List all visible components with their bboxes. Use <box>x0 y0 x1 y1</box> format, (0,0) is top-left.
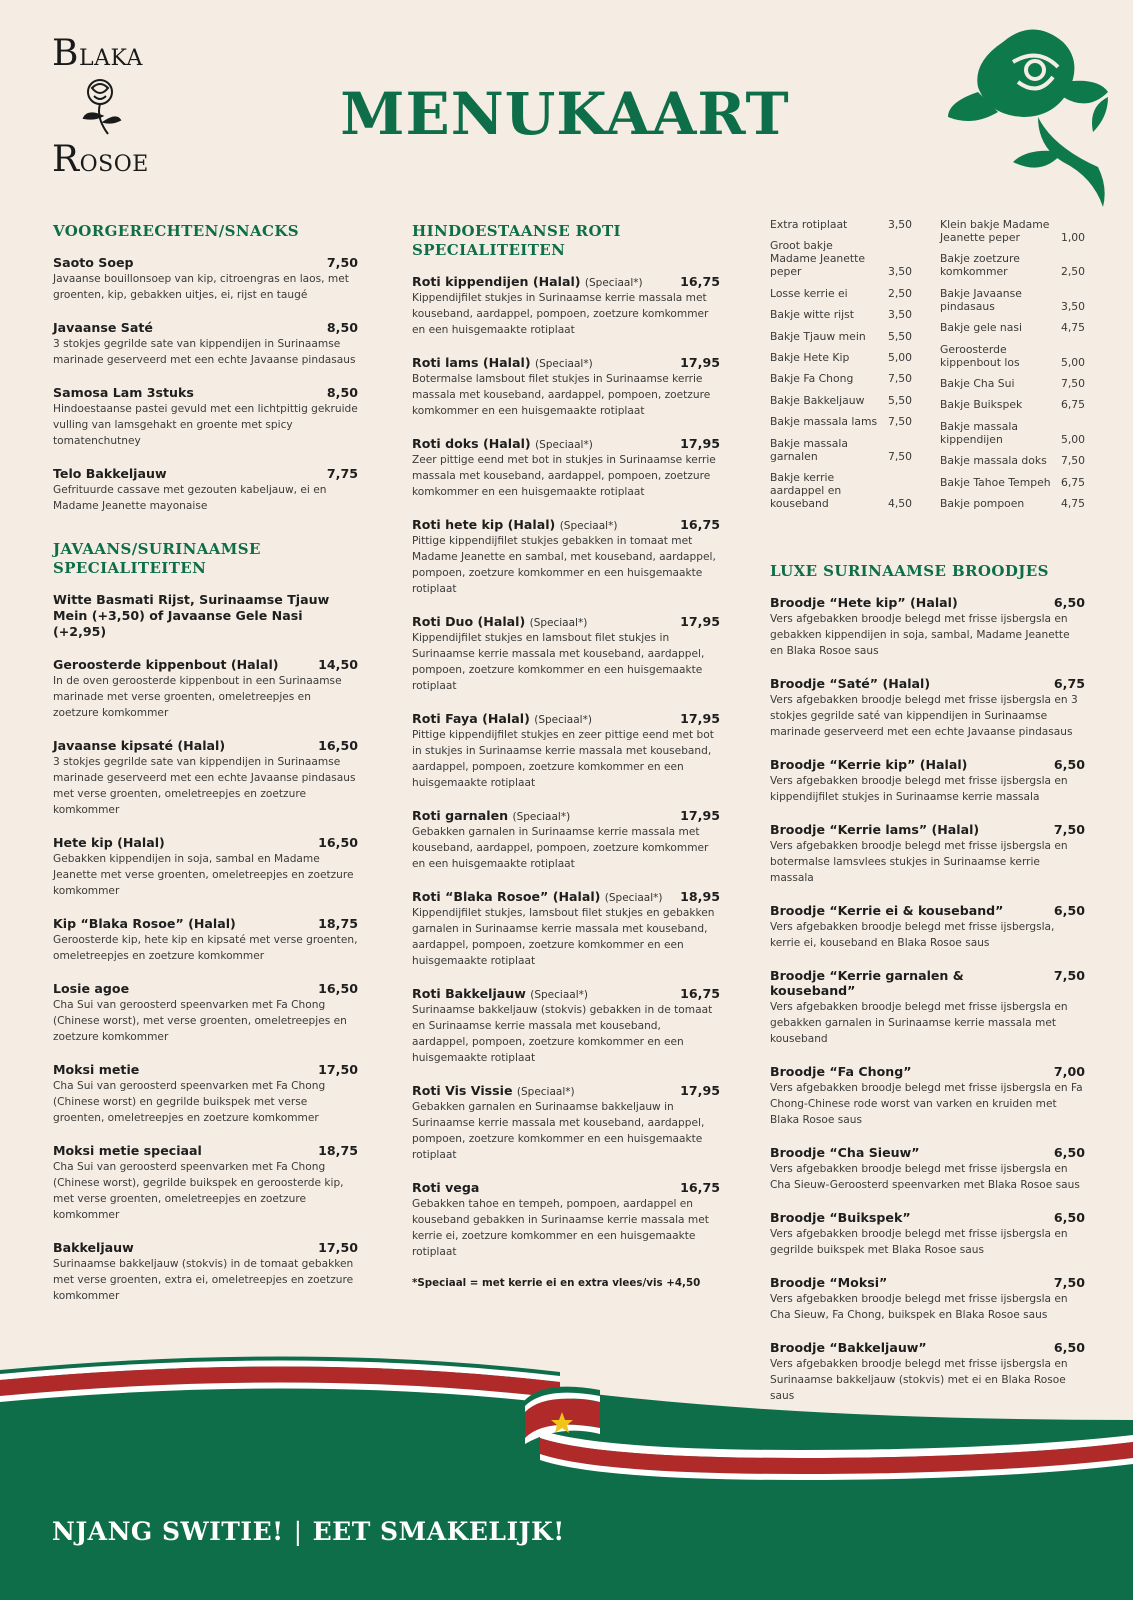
broodjes-list <box>770 595 1085 1404</box>
menu-item <box>770 903 1085 951</box>
menu-item-name: Roti garnalen (Speciaal*) <box>412 808 571 823</box>
menu-item-header <box>53 738 358 753</box>
menu-item-description: Hindoestaanse pastei gevuld met een lichtpittig gekruide vulling van lamsgehakt en groente met spicy tomatenchutney <box>53 403 358 447</box>
column-right <box>770 218 1085 1421</box>
menu-item-header <box>412 355 720 370</box>
menu-item-price: 17,95 <box>680 355 720 370</box>
extra-item <box>940 420 1085 446</box>
menu-item-description: Pittige kippendijfilet stukjes gebakken in tomaat met Madame Jeanette en sambal, met kouseband, aardappel, pompoen, zoetzure komkommer en een huisgemaakte rotiplaat <box>412 535 716 595</box>
menu-item <box>412 1083 720 1163</box>
extras-left <box>770 218 912 518</box>
extra-item-name: Bakje massala lams <box>770 415 878 429</box>
menu-item-header <box>53 1062 358 1077</box>
menu-item <box>53 738 358 818</box>
menu-item-description: Vers afgebakken broodje belegd met frisse ijsbergsla, kerrie ei, kouseband en Blaka Rosoe saus <box>770 921 1055 950</box>
menu-item-price: 16,50 <box>318 835 358 850</box>
extra-item-price: 2,50 <box>887 286 912 300</box>
menu-item-description: Gebakken garnalen en Surinaamse bakkeljauw in Surinaamse kerrie massala met kouseband, aardappel, pompoen, zoetzure komkommer en een huisgemaakte rotiplaat <box>412 1101 705 1161</box>
extra-item-price: 4,75 <box>1060 496 1085 510</box>
extra-item-price: 5,50 <box>887 329 912 343</box>
extra-item-name: Bakje Tahoe Tempeh <box>940 475 1051 489</box>
extra-item <box>770 287 912 300</box>
menu-item-price: 16,50 <box>318 738 358 753</box>
menu-item-description: Vers afgebakken broodje belegd met frisse ijsbergsla en gebakken garnalen in Surinaamse kerrie massala met kouseband <box>770 1001 1068 1046</box>
menu-item-price: 17,95 <box>680 1083 720 1098</box>
javaans-list <box>53 657 358 1304</box>
menu-item-price: 6,75 <box>1053 676 1085 692</box>
menu-item <box>770 676 1085 740</box>
menu-item <box>412 436 720 500</box>
menu-item-header <box>770 1064 1085 1079</box>
menu-item <box>53 255 358 303</box>
menu-item <box>770 757 1085 805</box>
menu-item-header <box>53 981 358 996</box>
extra-item-name: Bakje Cha Sui <box>940 376 1015 390</box>
menu-item-header <box>412 274 720 289</box>
menu-item-price: 6,50 <box>1053 1145 1085 1161</box>
menu-item-header <box>770 903 1085 918</box>
menu-item <box>53 981 358 1045</box>
menu-item <box>412 986 720 1066</box>
menu-item <box>412 355 720 419</box>
menu-item <box>770 1145 1085 1193</box>
menu-item-name: Broodje “Bakkeljauw” <box>770 1340 927 1356</box>
menu-item-name: Broodje “Buikspek” <box>770 1210 911 1226</box>
menu-item <box>770 1210 1085 1258</box>
menu-item-header <box>53 916 358 931</box>
extra-item-price: 7,50 <box>887 449 912 463</box>
menu-item-name: Roti doks (Halal) (Speciaal*) <box>412 436 593 451</box>
extra-item-name: Bakje massala doks <box>940 454 1047 468</box>
extra-item-price: 7,50 <box>887 415 912 429</box>
extra-item <box>940 476 1085 489</box>
extra-item-price: 3,50 <box>887 308 912 322</box>
menu-item-header <box>770 757 1085 772</box>
menu-item-description: Gefrituurde cassave met gezouten kabeljauw, ei en Madame Jeanette mayonaise <box>53 484 327 512</box>
extra-item <box>770 394 912 407</box>
menu-item-header <box>412 1083 720 1098</box>
menu-item-description: Zeer pittige eend met bot in stukjes in Surinaamse kerrie massala met kouseband, aardappel, pompoen, zoetzure komkommer en een huisgemaakte rotiplaat <box>412 454 716 498</box>
menu-item <box>53 1240 358 1304</box>
menu-item <box>412 889 720 969</box>
extra-item <box>770 330 912 343</box>
menu-item-name: Geroosterde kippenbout (Halal) <box>53 657 279 672</box>
slogan-separator: | <box>293 1517 303 1546</box>
menu-item-header <box>412 711 720 726</box>
extra-item <box>940 287 1085 313</box>
extra-item <box>940 377 1085 390</box>
menu-item-price: 8,50 <box>326 385 358 400</box>
extra-item-name: Bakje Buikspek <box>940 398 1023 412</box>
extra-item <box>770 415 912 428</box>
menu-item-description: Gebakken garnalen in Surinaamse kerrie massala met kouseband, aardappel, pompoen, zoetzure komkommer en een huisgemaakte rotiplaat <box>412 826 709 870</box>
menu-item-header <box>53 835 358 850</box>
menu-item-header <box>53 1143 358 1158</box>
menu-item-description: Vers afgebakken broodje belegd met frisse ijsbergsla en Cha Sieuw, Fa Chong, buikspek en Blaka Rosoe saus <box>770 1293 1068 1322</box>
menu-item-name: Roti Bakkeljauw (Speciaal*) <box>412 986 588 1001</box>
menu-item <box>770 822 1085 886</box>
menu-item-description: Vers afgebakken broodje belegd met frisse ijsbergsla en Surinaamse bakkeljauw (stokvis) met ei en Blaka Rosoe saus <box>770 1358 1068 1403</box>
menu-item <box>770 595 1085 659</box>
menu-item-description: Cha Sui van geroosterd speenvarken met Fa Chong (Chinese worst) en gegrilde buikspek met verse groenten, omeletreepjes en zoetzure komkommer <box>53 1080 326 1124</box>
menu-item-description: Vers afgebakken broodje belegd met frisse ijsbergsla en Cha Sieuw-Geroosterd speenvarken met Blaka Rosoe saus <box>770 1163 1080 1192</box>
menu-item-name: Roti Vis Vissie (Speciaal*) <box>412 1083 575 1098</box>
flag-ribbon-band <box>0 1350 1133 1600</box>
menu-item-price: 16,50 <box>318 981 358 996</box>
extra-item-name: Bakje zoetzure komkommer <box>940 252 1020 279</box>
extra-item-price: 4,50 <box>887 496 912 510</box>
menu-item <box>53 916 358 964</box>
extra-item <box>940 252 1085 278</box>
menu-item-description: 3 stokjes gegrilde sate van kippendijen in Surinaamse marinade geserveerd met een echte Javaanse pindasaus <box>53 338 356 366</box>
menu-item-name: Broodje “Kerrie ei & kouseband” <box>770 903 1004 919</box>
menu-item-description: Geroosterde kip, hete kip en kipsaté met verse groenten, omeletreepjes en zoetzure komkommer <box>53 934 358 962</box>
extra-item-price: 5,00 <box>1060 432 1085 446</box>
rose-icon <box>78 76 124 138</box>
menu-item-name: Roti vega <box>412 1180 480 1195</box>
menu-item-tag: (Speciaal*) <box>530 989 588 1001</box>
menu-item-description: Surinaamse bakkeljauw (stokvis) gebakken in de tomaat en Surinaamse kerrie massala met kouseband, aardappel, pompoen, zoetzure komkommer en een huisgemaakte rotiplaat <box>412 1004 713 1064</box>
menu-item-name: Kip “Blaka Rosoe” (Halal) <box>53 916 236 931</box>
menu-item-price: 16,75 <box>680 517 720 532</box>
menu-item-name: Saoto Soep <box>53 255 134 270</box>
menu-item-header <box>412 436 720 451</box>
extra-item-price: 3,50 <box>1060 299 1085 313</box>
extra-item-price: 3,50 <box>887 265 912 279</box>
menu-item-name: Hete kip (Halal) <box>53 835 165 850</box>
menu-item-price: 14,50 <box>318 657 358 672</box>
extra-item-name: Bakje Fa Chong <box>770 372 854 386</box>
menu-item-header <box>412 1180 720 1195</box>
menu-item-price: 17,95 <box>680 436 720 451</box>
menu-item <box>53 1062 358 1126</box>
menu-item-name: Javaanse Saté <box>53 320 153 335</box>
extra-item <box>770 239 912 278</box>
roti-list <box>412 274 720 1260</box>
menu-item-description: Surinaamse bakkeljauw (stokvis) in de tomaat gebakken met verse groenten, extra ei, omeletreepjes en zoetzure komkommer <box>53 1258 354 1302</box>
menu-item-description: Vers afgebakken broodje belegd met frisse ijsbergsla en botermalse lamsvlees stukjes in Surinaamse kerrie massala <box>770 840 1068 885</box>
rose-decoration-icon <box>943 22 1113 212</box>
menu-item-tag: (Speciaal*) <box>559 520 618 532</box>
menu-item-description: Javaanse bouillonsoep van kip, citroengras en laos, met groenten, kip, gebakken uitjes, ei, rijst en taugé <box>53 273 349 301</box>
menu-item-header <box>412 517 720 532</box>
extra-item-name: Bakje Bakkeljauw <box>770 393 865 407</box>
extra-item-price: 3,50 <box>887 218 912 231</box>
menu-item-name: Samosa Lam 3stuks <box>53 385 194 400</box>
menu-item-name: Roti “Blaka Rosoe” (Halal) (Speciaal*) <box>412 889 663 904</box>
menu-item-price: 7,50 <box>326 255 358 270</box>
menu-item-tag: (Speciaal*) <box>529 617 588 629</box>
voorgerechten-list <box>53 255 358 514</box>
restaurant-logo <box>52 33 162 180</box>
menu-item-tag: (Speciaal*) <box>604 892 663 904</box>
extra-item <box>770 372 912 385</box>
menu-item-description: 3 stokjes gegrilde sate van kippendijen in Surinaamse marinade geserveerd met een echte Javaanse pindasaus met verse groenten, omeletreepjes en zoetzure komkommer <box>53 756 356 816</box>
menu-item-name: Moksi metie speciaal <box>53 1143 202 1158</box>
extra-item <box>770 437 912 463</box>
menu-item-tag: (Speciaal*) <box>512 811 571 823</box>
menu-item-description: Pittige kippendijfilet stukjes en zeer pittige eend met bot in stukjes in Surinaamse kerrie massala met kouseband, aardappel, pompoen, zoetzure komkommer en een huisgemaakte rotiplaat <box>412 729 714 789</box>
menu-item-name: Broodje “Moksi” <box>770 1275 888 1291</box>
section-title-broodjes: LUXE SURINAAMSE BROODJES <box>770 562 1049 581</box>
menu-item <box>53 835 358 899</box>
menu-item-price: 6,50 <box>1053 757 1085 773</box>
menu-item-price: 17,50 <box>318 1062 358 1077</box>
menu-item-name: Roti Faya (Halal) (Speciaal*) <box>412 711 592 726</box>
extra-item-name: Bakje witte rijst <box>770 308 855 322</box>
menu-item-header <box>412 614 720 629</box>
extra-item-name: Bakje Tjauw mein <box>770 329 866 343</box>
menu-item-price: 17,95 <box>680 614 720 629</box>
menu-item-description: Vers afgebakken broodje belegd met frisse ijsbergsla en 3 stokjes gegrilde saté van kippendijen in Surinaamse marinade geserveerd met een echte Javaanse pindasaus <box>770 694 1078 739</box>
menu-item-price: 18,95 <box>680 889 720 904</box>
menu-item <box>412 808 720 872</box>
menu-item-name: Broodje “Hete kip” (Halal) <box>770 595 958 611</box>
menu-item-tag: (Speciaal*) <box>534 358 593 370</box>
extra-item-price: 4,75 <box>1060 321 1085 335</box>
menu-item-name: Broodje “Cha Sieuw” <box>770 1145 920 1161</box>
menu-item-description: Vers afgebakken broodje belegd met frisse ijsbergsla en Fa Chong-Chinese rode worst van varken en kruiden met Blaka Rosoe saus <box>770 1082 1083 1127</box>
extra-item <box>770 351 912 364</box>
menu-item-description: Kippendijfilet stukjes en lamsbout filet stukjes in Surinaamse kerrie massala met kouseband, aardappel, pompoen, zoetzure komkommer en een huisgemaakte rotiplaat <box>412 632 705 692</box>
extra-item-name: Bakje massala kippendijen <box>940 419 1018 446</box>
extra-item <box>770 308 912 321</box>
menu-item-price: 7,50 <box>1053 1275 1085 1291</box>
rice-choice-intro: Witte Basmati Rijst, Surinaamse Tjauw Mein (+3,50) of Javaanse Gele Nasi (+2,95) <box>53 592 330 639</box>
speciaal-footnote: *Speciaal = met kerrie ei en extra vlees/vis +4,50 <box>412 1277 701 1289</box>
extras-right <box>940 218 1085 518</box>
menu-item-tag: (Speciaal*) <box>534 714 592 726</box>
menu-item <box>53 320 358 368</box>
menu-item-header <box>53 320 358 335</box>
menu-item-header <box>770 676 1085 691</box>
page-title: MENUKAART <box>340 80 790 148</box>
menu-item-header <box>53 1240 358 1255</box>
menu-item-description: Vers afgebakken broodje belegd met frisse ijsbergsla en gegrilde buikspek met Blaka Rosoe saus <box>770 1228 1068 1257</box>
menu-item-price: 16,75 <box>680 1180 720 1195</box>
menu-item-header <box>770 968 1085 998</box>
extra-item <box>770 218 912 231</box>
menu-item-tag: (Speciaal*) <box>535 439 593 451</box>
extra-item-price: 5,00 <box>1060 355 1085 369</box>
menu-item-header <box>53 255 358 270</box>
extra-item-name: Geroosterde kippenbout los <box>940 342 1020 369</box>
menu-item-price: 17,50 <box>318 1240 358 1255</box>
menu-item <box>53 385 358 449</box>
menu-item-description: In de oven geroosterde kippenbout in een Surinaamse marinade met verse groenten, omeletreepjes en zoetzure komkommer <box>53 675 342 719</box>
menu-item-price: 6,50 <box>1053 1210 1085 1226</box>
menu-item-price: 6,50 <box>1053 903 1085 919</box>
menu-item <box>53 657 358 721</box>
menu-item-header <box>770 1145 1085 1160</box>
menu-item-header <box>412 808 720 823</box>
extras-list <box>770 218 1085 518</box>
menu-item <box>412 517 720 597</box>
extra-item <box>940 343 1085 369</box>
menu-item-price: 18,75 <box>318 916 358 931</box>
menu-item-name: Roti lams (Halal) (Speciaal*) <box>412 355 593 370</box>
menu-item <box>53 466 358 514</box>
menu-item-description: Botermalse lamsbout filet stukjes in Surinaamse kerrie massala met kouseband, aardappel, pompoen, zoetzure komkommer en een huisgemaakte rotiplaat <box>412 373 711 417</box>
menu-item-tag: (Speciaal*) <box>516 1086 575 1098</box>
menu-item-description: Vers afgebakken broodje belegd met frisse ijsbergsla en kippendijfilet stukjes in Surinaamse kerrie massala <box>770 775 1068 804</box>
menu-item-header <box>53 385 358 400</box>
slogan-left: NJANG SWITIE! <box>52 1517 284 1546</box>
extra-item-name: Bakje Hete Kip <box>770 350 850 364</box>
menu-item-name: Broodje “Saté” (Halal) <box>770 676 931 692</box>
menu-item-price: 7,00 <box>1053 1064 1085 1080</box>
extra-item-price: 5,50 <box>887 393 912 407</box>
extra-item-name: Bakje Javaanse pindasaus <box>940 286 1022 313</box>
menu-item <box>412 274 720 338</box>
menu-item-name: Broodje “Kerrie garnalen & kouseband” <box>770 968 964 999</box>
menu-item-name: Roti kippendijen (Halal) (Speciaal*) <box>412 274 643 289</box>
extra-item <box>770 471 912 510</box>
menu-item-name: Roti Duo (Halal) (Speciaal*) <box>412 614 588 629</box>
menu-item-description: Gebakken kippendijen in soja, sambal en Madame Jeanette met verse groenten, omeletreepjes en zoetzure komkommer <box>53 853 354 897</box>
menu-item-name: Broodje “Kerrie lams” (Halal) <box>770 822 980 838</box>
menu-item-name: Broodje “Kerrie kip” (Halal) <box>770 757 968 773</box>
menu-item-price: 7,75 <box>326 466 358 481</box>
menu-item-description: Vers afgebakken broodje belegd met frisse ijsbergsla en gebakken kippendijen in soja, sambal, Madame Jeanette en Blaka Rosoe saus <box>770 613 1070 658</box>
menu-item-header <box>53 657 358 672</box>
logo-word-rosoe: ROSOE <box>52 139 149 180</box>
menu-item-name: Telo Bakkeljauw <box>53 466 167 481</box>
menu-item-price: 17,95 <box>680 808 720 823</box>
extra-item-name: Extra rotiplaat <box>770 218 848 231</box>
section-title-voorgerechten: VOORGERECHTEN/SNACKS <box>53 222 300 240</box>
extra-item-price: 6,75 <box>1060 475 1085 489</box>
extra-item-price: 1,00 <box>1060 231 1085 244</box>
menu-item <box>412 711 720 791</box>
extra-item-name: Losse kerrie ei <box>770 286 848 300</box>
menu-item <box>53 1143 358 1223</box>
menu-item-description: Gebakken tahoe en tempeh, pompoen, aardappel en kouseband gebakken in Surinaamse kerrie massala met kerrie ei, zoetzure komkommer en een huisgemaakte rotiplaat <box>412 1198 709 1258</box>
menu-item-name: Moksi metie <box>53 1062 140 1077</box>
menu-item <box>412 1180 720 1260</box>
extra-item-price: 5,00 <box>887 350 912 364</box>
menu-item-header <box>412 986 720 1001</box>
extra-item-name: Groot bakje Madame Jeanette peper <box>770 239 866 279</box>
extra-item-price: 2,50 <box>1060 265 1085 279</box>
menu-item-description: Kippendijfilet stukjes in Surinaamse kerrie massala met kouseband, aardappel, pompoen, zoetzure komkommer en een huisgemaakte rotiplaat <box>412 292 709 336</box>
extra-item <box>940 398 1085 411</box>
menu-item-name: Bakkeljauw <box>53 1240 134 1255</box>
menu-item-price: 6,50 <box>1053 1340 1085 1356</box>
menu-item-price: 7,50 <box>1053 968 1085 984</box>
menu-item-description: Kippendijfilet stukjes, lamsbout filet stukjes en gebakken garnalen in Surinaamse kerrie massala met kouseband, aardappel, pompoen, zoetzure komkommer en een huisgemaakte rotiplaat <box>412 907 715 967</box>
extra-item <box>940 218 1085 244</box>
menu-item <box>770 968 1085 1047</box>
extra-item-name: Bakje gele nasi <box>940 321 1023 335</box>
extra-item-price: 6,75 <box>1060 398 1085 412</box>
section-title-roti: HINDOESTAANSE ROTI SPECIALITEITEN <box>412 222 621 259</box>
extra-item-name: Klein bakje Madame Jeanette peper <box>940 218 1050 244</box>
menu-item-price: 8,50 <box>326 320 358 335</box>
section-title-javaans: JAVAANS/SURINAAMSE SPECIALITEITEN <box>53 540 261 577</box>
menu-item-price: 6,50 <box>1053 595 1085 611</box>
menu-item-price: 17,95 <box>680 711 720 726</box>
extra-item-name: Bakje massala garnalen <box>770 436 848 463</box>
column-left <box>53 222 358 1321</box>
menu-item-header <box>770 1275 1085 1290</box>
menu-item-price: 16,75 <box>680 986 720 1001</box>
menu-item-description: Cha Sui van geroosterd speenvarken met Fa Chong (Chinese worst), met verse groenten, omeletreepjes en zoetzure komkommer <box>53 999 347 1043</box>
extra-item-price: 7,50 <box>887 372 912 386</box>
menu-item-header <box>770 1210 1085 1225</box>
column-middle <box>412 222 720 1289</box>
extra-item <box>940 321 1085 334</box>
menu-item-header <box>770 595 1085 610</box>
menu-item-header <box>412 889 720 904</box>
menu-item <box>770 1275 1085 1323</box>
logo-word-blaka: BLAKA <box>52 33 143 74</box>
menu-item-name: Roti hete kip (Halal) (Speciaal*) <box>412 517 618 532</box>
menu-item-price: 7,50 <box>1053 822 1085 838</box>
slogan <box>52 1517 565 1546</box>
extra-item-price: 7,50 <box>1060 376 1085 390</box>
menu-item-price: 18,75 <box>318 1143 358 1158</box>
slogan-right: EET SMAKELIJK! <box>312 1517 565 1546</box>
extra-item-name: Bakje kerrie aardappel en kouseband <box>770 470 842 510</box>
menu-item-name: Javaanse kipsaté (Halal) <box>53 738 226 753</box>
menu-item-description: Cha Sui van geroosterd speenvarken met Fa Chong (Chinese worst), gegrilde buikspek en geroosterde kip, met verse groenten, omeletreepjes en zoetzure komkommer <box>53 1161 344 1221</box>
extra-item <box>940 497 1085 510</box>
menu-item-price: 16,75 <box>680 274 720 289</box>
menu-item-name: Losie agoe <box>53 981 130 996</box>
menu-item-header <box>770 822 1085 837</box>
menu-item <box>412 614 720 694</box>
menu-item-tag: (Speciaal*) <box>584 277 643 289</box>
extra-item <box>940 454 1085 467</box>
menu-item <box>770 1064 1085 1128</box>
extra-item-name: Bakje pompoen <box>940 496 1025 510</box>
menu-item-name: Broodje “Fa Chong” <box>770 1064 912 1080</box>
menu-item-header <box>53 466 358 481</box>
extra-item-price: 7,50 <box>1060 454 1085 468</box>
